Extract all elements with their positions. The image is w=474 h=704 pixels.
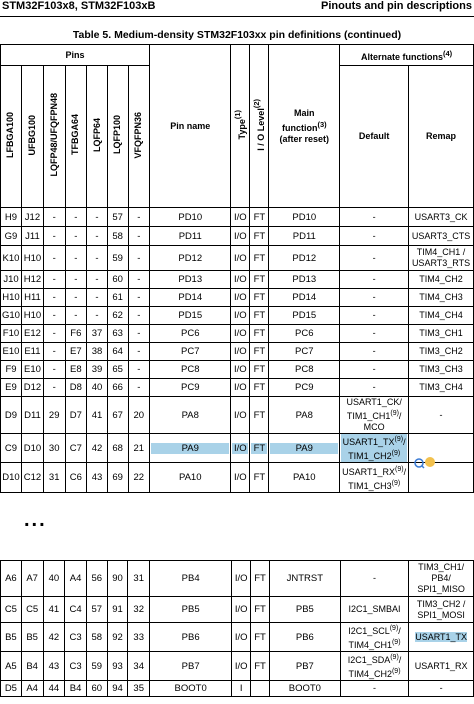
- pin-name-cell: PA9: [150, 434, 231, 463]
- table-row: [1, 379, 474, 397]
- lqfp48-cell: -: [43, 325, 65, 343]
- remap-function-cell: USART1_RX: [409, 652, 474, 681]
- type-cell: I/O: [232, 561, 251, 597]
- type-cell: I/O: [231, 463, 250, 493]
- remap-function-cell: -: [409, 681, 474, 697]
- lqfp64-cell: 39: [87, 361, 108, 379]
- omitted-rows-ellipsis: ...: [24, 509, 47, 531]
- lqfp64-cell: -: [87, 307, 108, 325]
- lfbga100-cell: F9: [1, 361, 22, 379]
- tfbga64-cell: D7: [65, 397, 87, 434]
- tfbga64-cell: C4: [65, 597, 87, 623]
- lqfp64-cell: 40: [87, 379, 108, 397]
- table-row: [1, 307, 474, 325]
- type-cell: I/O: [231, 434, 250, 463]
- io-level-cell: FT: [250, 397, 269, 434]
- page-header: [0, 0, 474, 16]
- remap-function-cell: USART3_CTS: [409, 227, 474, 246]
- vfqfpn36-header: VFQFPN36: [128, 66, 150, 208]
- main-function-cell: PC7: [269, 343, 340, 361]
- main-function-cell: PB5: [269, 597, 340, 623]
- table-row: [1, 208, 474, 227]
- lfbga100-cell: B5: [1, 623, 22, 652]
- pin-name-cell: PB7: [150, 652, 232, 681]
- type-header: Type$^{(1)}$: [231, 45, 250, 208]
- table-row: [1, 652, 474, 681]
- type-cell: I/O: [231, 208, 250, 227]
- ufbg100-cell: A4: [21, 681, 43, 697]
- table-row: [1, 434, 474, 463]
- io-level-cell: FT: [251, 623, 270, 652]
- lqfp48-cell: 43: [43, 652, 65, 681]
- default-header: Default: [340, 66, 409, 208]
- table-row: [1, 289, 474, 307]
- lqfp48-cell: -: [43, 379, 65, 397]
- lfbga100-cell: H10: [1, 289, 22, 307]
- remap-function-cell: TIM3_CH2: [409, 343, 474, 361]
- pins-group-header: Pins: [1, 45, 150, 66]
- lqfp100-cell: 93: [107, 652, 128, 681]
- main-function-cell: PD15: [269, 307, 340, 325]
- lqfp100-cell: 94: [107, 681, 128, 697]
- pin-name-header: Pin name: [150, 45, 231, 208]
- lqfp48-cell: 44: [43, 681, 65, 697]
- main-function-cell: PA8: [269, 397, 340, 434]
- main-function-cell: PD12: [269, 246, 340, 271]
- lqfp48-header: LQFP48/UFQFPN48: [43, 66, 65, 208]
- default-function-cell: -: [340, 208, 409, 227]
- pin-name-cell: PD13: [150, 271, 231, 289]
- default-function-cell: USART1_RX$^{(9)}$/ TIM1_CH3$^{(9)}$: [340, 463, 409, 493]
- lqfp64-cell: 41: [87, 397, 108, 434]
- table-row: [1, 561, 474, 597]
- vfqfpn36-cell: 22: [128, 463, 150, 493]
- io-level-cell: FT: [251, 652, 270, 681]
- lfbga100-cell: D9: [1, 397, 22, 434]
- main-function-cell: PB7: [269, 652, 340, 681]
- tfbga64-cell: A4: [65, 561, 87, 597]
- io-level-cell: FT: [250, 246, 269, 271]
- header-divider: [0, 16, 474, 17]
- lqfp48-cell: 30: [43, 434, 65, 463]
- vfqfpn36-cell: -: [128, 361, 150, 379]
- table-row: [1, 623, 474, 652]
- tfbga64-cell: -: [65, 271, 87, 289]
- lqfp64-cell: 60: [86, 681, 107, 697]
- tfbga64-cell: C7: [65, 434, 87, 463]
- vfqfpn36-cell: 34: [128, 652, 150, 681]
- ufbg100-header: UFBG100: [21, 66, 43, 208]
- lqfp64-cell: -: [87, 271, 108, 289]
- lqfp64-cell: 59: [86, 652, 107, 681]
- remap-function-cell: TIM4_CH4: [409, 307, 474, 325]
- table-row: [1, 246, 474, 271]
- main-function-cell: PA9: [269, 434, 340, 463]
- vfqfpn36-cell: 35: [128, 681, 150, 697]
- default-function-cell: -: [340, 343, 409, 361]
- lqfp64-cell: 37: [87, 325, 108, 343]
- main-function-cell: PA10: [269, 463, 340, 493]
- table-caption: Table 5. Medium-density STM32F103xx pin definitions (continued): [72, 29, 402, 41]
- table-row: [1, 227, 474, 246]
- io-level-cell: FT: [250, 343, 269, 361]
- lqfp48-cell: -: [43, 289, 65, 307]
- pin-name-cell: PA8: [150, 397, 231, 434]
- lqfp48-cell: -: [43, 246, 65, 271]
- io-level-cell: FT: [250, 325, 269, 343]
- pin-name-cell: PC8: [150, 361, 231, 379]
- ufbg100-cell: A7: [21, 561, 43, 597]
- tfbga64-cell: E7: [65, 343, 87, 361]
- vfqfpn36-cell: -: [128, 246, 150, 271]
- lqfp64-header: LQFP64: [87, 66, 108, 208]
- vfqfpn36-cell: 20: [128, 397, 150, 434]
- type-cell: I/O: [232, 623, 251, 652]
- document-title: STM32F103x8, STM32F103xB: [2, 0, 156, 12]
- default-function-cell: I2C1_SDA$^{(9)}$/ TIM4_CH2$^{(9)}$: [340, 652, 409, 681]
- ufbg100-cell: E12: [21, 325, 43, 343]
- lqfp64-cell: 38: [87, 343, 108, 361]
- ufbg100-cell: J11: [21, 227, 43, 246]
- lqfp64-cell: -: [87, 246, 108, 271]
- pin-name-cell: PB4: [150, 561, 232, 597]
- ufbg100-cell: E11: [21, 343, 43, 361]
- io-level-header: I / O Level$^{(2)}$: [250, 45, 269, 208]
- type-cell: I/O: [232, 597, 251, 623]
- type-cell: I/O: [232, 652, 251, 681]
- tfbga64-cell: -: [65, 289, 87, 307]
- type-cell: I: [232, 681, 251, 697]
- lfbga100-cell: A5: [1, 652, 22, 681]
- default-function-cell: -: [340, 561, 409, 597]
- lqfp48-cell: -: [43, 307, 65, 325]
- tfbga64-cell: -: [65, 208, 87, 227]
- table-row: [1, 463, 474, 493]
- ufbg100-cell: B5: [21, 623, 43, 652]
- lqfp100-cell: 59: [107, 246, 128, 271]
- tfbga64-cell: C3: [65, 623, 87, 652]
- ufbg100-cell: D11: [21, 397, 43, 434]
- type-cell: I/O: [231, 246, 250, 271]
- main-function-cell: BOOT0: [269, 681, 340, 697]
- pin-name-cell: PC7: [150, 343, 231, 361]
- io-level-cell: FT: [250, 289, 269, 307]
- ufbg100-cell: B4: [21, 652, 43, 681]
- type-cell: I/O: [231, 361, 250, 379]
- pin-name-cell: PD11: [150, 227, 231, 246]
- lqfp100-header: LQFP100: [107, 66, 128, 208]
- io-level-cell: FT: [250, 271, 269, 289]
- main-function-cell: PD11: [269, 227, 340, 246]
- remap-function-cell: -: [409, 397, 474, 434]
- lqfp64-cell: 43: [87, 463, 108, 493]
- tfbga64-cell: F6: [65, 325, 87, 343]
- remap-function-cell: TIM3_CH3: [409, 361, 474, 379]
- lqfp48-cell: -: [43, 361, 65, 379]
- type-cell: I/O: [231, 227, 250, 246]
- lfbga100-cell: G9: [1, 227, 22, 246]
- type-cell: I/O: [231, 343, 250, 361]
- lfbga100-cell: K10: [1, 246, 22, 271]
- lqfp48-cell: 42: [43, 623, 65, 652]
- tfbga64-cell: -: [65, 307, 87, 325]
- ufbg100-cell: H11: [21, 289, 43, 307]
- search-translate-icon[interactable]: [412, 455, 436, 471]
- lqfp64-cell: 57: [86, 597, 107, 623]
- lqfp64-cell: 56: [86, 561, 107, 597]
- lqfp100-cell: 68: [107, 434, 128, 463]
- default-function-cell: -: [340, 681, 409, 697]
- type-cell: I/O: [231, 307, 250, 325]
- main-function-cell: PC6: [269, 325, 340, 343]
- ufbg100-cell: H12: [21, 271, 43, 289]
- lqfp100-cell: 69: [107, 463, 128, 493]
- vfqfpn36-cell: -: [128, 307, 150, 325]
- lqfp64-cell: -: [87, 289, 108, 307]
- remap-function-cell: TIM4_CH1 / USART3_RTS: [409, 246, 474, 271]
- default-function-cell: -: [340, 361, 409, 379]
- vfqfpn36-cell: -: [128, 379, 150, 397]
- tfbga64-header: TFBGA64: [65, 66, 87, 208]
- vfqfpn36-cell: -: [128, 208, 150, 227]
- section-title: Pinouts and pin descriptions: [321, 0, 472, 12]
- vfqfpn36-cell: -: [128, 325, 150, 343]
- remap-function-cell: TIM4_CH3: [409, 289, 474, 307]
- lqfp48-cell: -: [43, 271, 65, 289]
- lqfp100-cell: 91: [107, 597, 128, 623]
- default-function-cell: -: [340, 307, 409, 325]
- pin-name-cell: PA10: [150, 463, 231, 493]
- remap-function-cell: TIM3_CH1: [409, 325, 474, 343]
- pin-name-cell: PC9: [150, 379, 231, 397]
- table-row: [1, 397, 474, 434]
- vfqfpn36-cell: 31: [128, 561, 150, 597]
- ufbg100-cell: D12: [21, 379, 43, 397]
- pin-name-cell: PD14: [150, 289, 231, 307]
- ufbg100-cell: D10: [21, 434, 43, 463]
- ufbg100-cell: H10: [21, 246, 43, 271]
- io-level-cell: FT: [250, 227, 269, 246]
- table-row: [1, 325, 474, 343]
- tfbga64-cell: -: [65, 246, 87, 271]
- lqfp48-cell: -: [43, 208, 65, 227]
- remap-function-cell: TIM3_CH2 / SPI1_MOSI: [409, 597, 474, 623]
- lfbga100-cell: D10: [1, 463, 22, 493]
- table-row: [1, 343, 474, 361]
- pin-name-cell: PD12: [150, 246, 231, 271]
- lqfp64-cell: 42: [87, 434, 108, 463]
- lfbga100-cell: A6: [1, 561, 22, 597]
- io-level-cell: FT: [251, 561, 270, 597]
- vfqfpn36-cell: 33: [128, 623, 150, 652]
- pin-name-cell: PB5: [150, 597, 232, 623]
- pin-name-cell: PC6: [150, 325, 231, 343]
- io-level-cell: FT: [250, 361, 269, 379]
- main-function-cell: PC8: [269, 361, 340, 379]
- lqfp48-cell: 31: [43, 463, 65, 493]
- vfqfpn36-cell: -: [128, 289, 150, 307]
- table-row: [1, 361, 474, 379]
- lfbga100-cell: D5: [1, 681, 22, 697]
- lfbga100-cell: H9: [1, 208, 22, 227]
- pin-definitions-table-continued: [0, 560, 474, 697]
- pin-name-cell: BOOT0: [150, 681, 232, 697]
- default-function-cell: -: [340, 271, 409, 289]
- lqfp64-cell: -: [87, 208, 108, 227]
- tfbga64-cell: B4: [65, 681, 87, 697]
- ufbg100-cell: C5: [21, 597, 43, 623]
- default-function-cell: I2C1_SMBAI: [340, 597, 409, 623]
- ufbg100-cell: E10: [21, 361, 43, 379]
- pin-definitions-table: [0, 44, 474, 493]
- main-function-cell: PC9: [269, 379, 340, 397]
- default-function-cell: I2C1_SCL$^{(9)}$/ TIM4_CH1$^{(9)}$: [340, 623, 409, 652]
- lqfp100-cell: 66: [107, 379, 128, 397]
- lqfp48-cell: -: [43, 343, 65, 361]
- vfqfpn36-cell: 32: [128, 597, 150, 623]
- lqfp48-cell: 40: [43, 561, 65, 597]
- lqfp64-cell: 58: [86, 623, 107, 652]
- pin-name-cell: PB6: [150, 623, 232, 652]
- lqfp100-cell: 63: [107, 325, 128, 343]
- main-function-cell: JNTRST: [269, 561, 340, 597]
- default-function-cell: -: [340, 325, 409, 343]
- table-row: [1, 681, 474, 697]
- tfbga64-cell: -: [65, 227, 87, 246]
- vfqfpn36-cell: -: [128, 343, 150, 361]
- main-function-cell: PD14: [269, 289, 340, 307]
- lqfp64-cell: -: [87, 227, 108, 246]
- io-level-cell: FT: [250, 379, 269, 397]
- remap-function-cell: TIM4_CH2: [409, 271, 474, 289]
- lqfp100-cell: 67: [107, 397, 128, 434]
- lfbga100-header: LFBGA100: [1, 66, 22, 208]
- ufbg100-cell: C12: [21, 463, 43, 493]
- remap-header: Remap: [409, 66, 474, 208]
- tfbga64-cell: C6: [65, 463, 87, 493]
- io-level-cell: FT: [250, 208, 269, 227]
- lqfp48-cell: -: [43, 227, 65, 246]
- io-level-cell: FT: [251, 597, 270, 623]
- io-level-cell: FT: [250, 434, 269, 463]
- type-cell: I/O: [231, 271, 250, 289]
- lqfp100-cell: 61: [107, 289, 128, 307]
- type-cell: I/O: [231, 397, 250, 434]
- type-cell: I/O: [231, 379, 250, 397]
- type-cell: I/O: [231, 325, 250, 343]
- table-row: [1, 271, 474, 289]
- lfbga100-cell: C9: [1, 434, 22, 463]
- lqfp100-cell: 65: [107, 361, 128, 379]
- default-function-cell: USART1_TX$^{(9)}$/ TIM1_CH2$^{(9)}$: [340, 434, 409, 463]
- ufbg100-cell: H10: [21, 307, 43, 325]
- default-function-cell: -: [340, 227, 409, 246]
- vfqfpn36-cell: 21: [128, 434, 150, 463]
- tfbga64-cell: D8: [65, 379, 87, 397]
- type-cell: I/O: [231, 289, 250, 307]
- pin-name-cell: PD10: [150, 208, 231, 227]
- default-function-cell: -: [340, 246, 409, 271]
- lfbga100-cell: F10: [1, 325, 22, 343]
- lfbga100-cell: E9: [1, 379, 22, 397]
- remap-function-cell: USART1_TX: [409, 623, 474, 652]
- alternate-functions-header: Alternate functions$^{(4)}$: [340, 45, 474, 66]
- lqfp48-cell: 29: [43, 397, 65, 434]
- lqfp100-cell: 58: [107, 227, 128, 246]
- vfqfpn36-cell: -: [128, 227, 150, 246]
- lqfp100-cell: 92: [107, 623, 128, 652]
- default-function-cell: USART1_CK/ TIM1_CH1$^{(9)}$/ MCO: [340, 397, 409, 434]
- lqfp100-cell: 90: [107, 561, 128, 597]
- main-function-cell: PB6: [269, 623, 340, 652]
- lqfp48-cell: 41: [43, 597, 65, 623]
- default-function-cell: -: [340, 289, 409, 307]
- io-level-cell: [251, 681, 270, 697]
- remap-function-cell: TIM3_CH4: [409, 379, 474, 397]
- tfbga64-cell: C3: [65, 652, 87, 681]
- lfbga100-cell: J10: [1, 271, 22, 289]
- lfbga100-cell: E10: [1, 343, 22, 361]
- lqfp100-cell: 60: [107, 271, 128, 289]
- lqfp100-cell: 57: [107, 208, 128, 227]
- lqfp100-cell: 62: [107, 307, 128, 325]
- main-function-cell: PD13: [269, 271, 340, 289]
- io-level-cell: FT: [250, 307, 269, 325]
- lfbga100-cell: G10: [1, 307, 22, 325]
- table-row: [1, 597, 474, 623]
- main-function-header: Main function$^{(3)}$ (after reset): [269, 45, 340, 208]
- default-function-cell: -: [340, 379, 409, 397]
- remap-function-cell: TIM3_CH1/ PB4/ SPI1_MISO: [409, 561, 474, 597]
- vfqfpn36-cell: -: [128, 271, 150, 289]
- pin-name-cell: PD15: [150, 307, 231, 325]
- tfbga64-cell: E8: [65, 361, 87, 379]
- lfbga100-cell: C5: [1, 597, 22, 623]
- main-function-cell: PD10: [269, 208, 340, 227]
- ufbg100-cell: J12: [21, 208, 43, 227]
- io-level-cell: FT: [250, 463, 269, 493]
- remap-function-cell: USART3_CK: [409, 208, 474, 227]
- lqfp100-cell: 64: [107, 343, 128, 361]
